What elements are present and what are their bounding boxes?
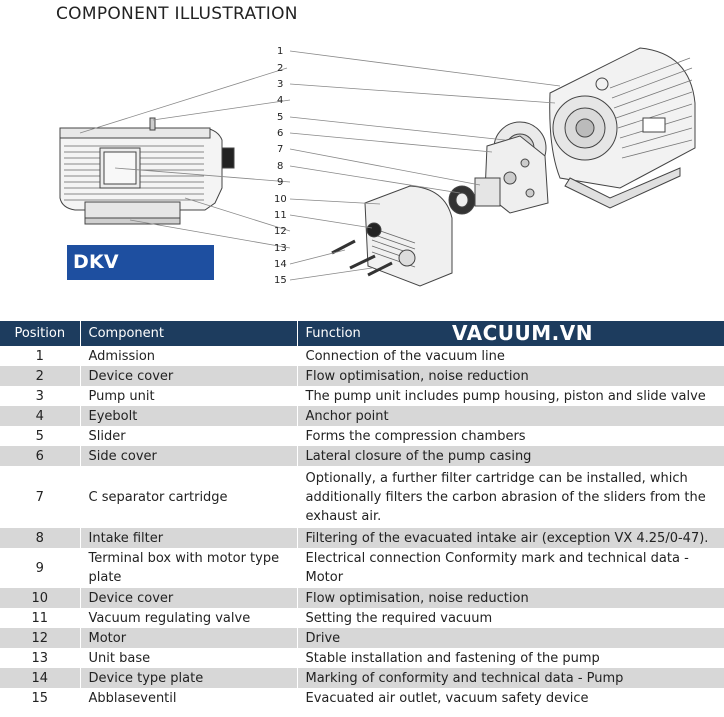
table-row (0, 426, 724, 446)
cell-position: 1 (0, 346, 80, 366)
cell-function: Stable installation and fastening of the pump (297, 648, 724, 668)
cell-position: 6 (0, 446, 80, 466)
callout-1: 1 (277, 46, 284, 57)
cell-function: Filtering of the evacuated intake air (exception VX 4.25/0-47). (297, 528, 724, 548)
header-position: Position (0, 321, 80, 346)
table-header-row (0, 321, 724, 346)
cell-component: Unit base (80, 648, 297, 668)
cell-function: Drive (297, 628, 724, 648)
table-body (0, 346, 724, 708)
cell-position: 12 (0, 628, 80, 648)
table-row (0, 588, 724, 608)
table-row (0, 608, 724, 628)
cell-component: Motor (80, 628, 297, 648)
callout-9: 9 (277, 177, 284, 188)
cell-position: 13 (0, 648, 80, 668)
cell-position: 7 (0, 466, 80, 528)
table-row (0, 528, 724, 548)
cell-component: Admission (80, 346, 297, 366)
table-row (0, 406, 724, 426)
cell-function: Evacuated air outlet, vacuum safety device (297, 688, 724, 708)
motor-unit (550, 48, 695, 208)
callout-4: 4 (277, 95, 284, 106)
table-row (0, 628, 724, 648)
assembled-pump (60, 118, 234, 224)
logo-text: DKV VACUUM (73, 251, 167, 308)
cell-component: Intake filter (80, 528, 297, 548)
cell-component: Vacuum regulating valve (80, 608, 297, 628)
cell-function: Flow optimisation, noise reduction (297, 366, 724, 386)
callout-2: 2 (277, 63, 284, 74)
table-row (0, 346, 724, 366)
cell-function: Connection of the vacuum line (297, 346, 724, 366)
cell-position: 3 (0, 386, 80, 406)
cell-function: Electrical connection Conformity mark and technical data - Motor (297, 548, 724, 588)
callout-12: 12 (274, 226, 287, 237)
table-row (0, 548, 724, 588)
cell-position: 11 (0, 608, 80, 628)
table-row (0, 466, 724, 528)
cell-component: Device type plate (80, 668, 297, 688)
callout-5: 5 (277, 112, 284, 123)
cell-component: Terminal box with motor type plate (80, 548, 297, 588)
table-row (0, 366, 724, 386)
cell-component: Device cover (80, 588, 297, 608)
cell-position: 15 (0, 688, 80, 708)
page-title: COMPONENT ILLUSTRATION (56, 4, 298, 24)
callout-8: 8 (277, 161, 284, 172)
callout-numbers (274, 46, 287, 286)
table-row (0, 668, 724, 688)
table-row (0, 386, 724, 406)
callout-3: 3 (277, 79, 284, 90)
cell-position: 2 (0, 366, 80, 386)
cell-position: 8 (0, 528, 80, 548)
table-row (0, 648, 724, 668)
callout-11: 11 (274, 210, 287, 221)
callout-6: 6 (277, 128, 284, 139)
cell-position: 10 (0, 588, 80, 608)
cell-function: Lateral closure of the pump casing (297, 446, 724, 466)
cell-component: Device cover (80, 366, 297, 386)
callout-7: 7 (277, 144, 284, 155)
watermark: VACUUM.VN (452, 321, 593, 345)
cell-component: Side cover (80, 446, 297, 466)
header-component: Component (80, 321, 297, 346)
brand-logo (67, 245, 214, 308)
callout-14: 14 (274, 259, 287, 270)
component-table (0, 321, 724, 708)
cell-component: Slider (80, 426, 297, 446)
table-row (0, 446, 724, 466)
cell-position: 14 (0, 668, 80, 688)
cell-component: Eyebolt (80, 406, 297, 426)
cell-position: 9 (0, 548, 80, 588)
cell-component: Pump unit (80, 386, 297, 406)
cell-function: Flow optimisation, noise reduction (297, 588, 724, 608)
cell-position: 4 (0, 406, 80, 426)
callout-15: 15 (274, 275, 287, 286)
cell-function: Anchor point (297, 406, 724, 426)
table-row (0, 688, 724, 708)
cell-function: Marking of conformity and technical data - Pump (297, 668, 724, 688)
cell-function: Optionally, a further filter cartridge can be installed, which additionally filters the carbon abrasion of the sliders from the exhaust air. (297, 466, 724, 528)
header-function: Function (297, 321, 724, 346)
cell-component: C separator cartridge (80, 466, 297, 528)
cell-position: 5 (0, 426, 80, 446)
cell-component: Abblaseventil (80, 688, 297, 708)
filter-parts (449, 178, 500, 214)
cell-function: Forms the compression chambers (297, 426, 724, 446)
registered-mark: ® (166, 282, 180, 297)
callout-13: 13 (274, 243, 287, 254)
callout-10: 10 (274, 194, 287, 205)
cell-function: The pump unit includes pump housing, piston and slide valve (297, 386, 724, 406)
cell-function: Setting the required vacuum (297, 608, 724, 628)
